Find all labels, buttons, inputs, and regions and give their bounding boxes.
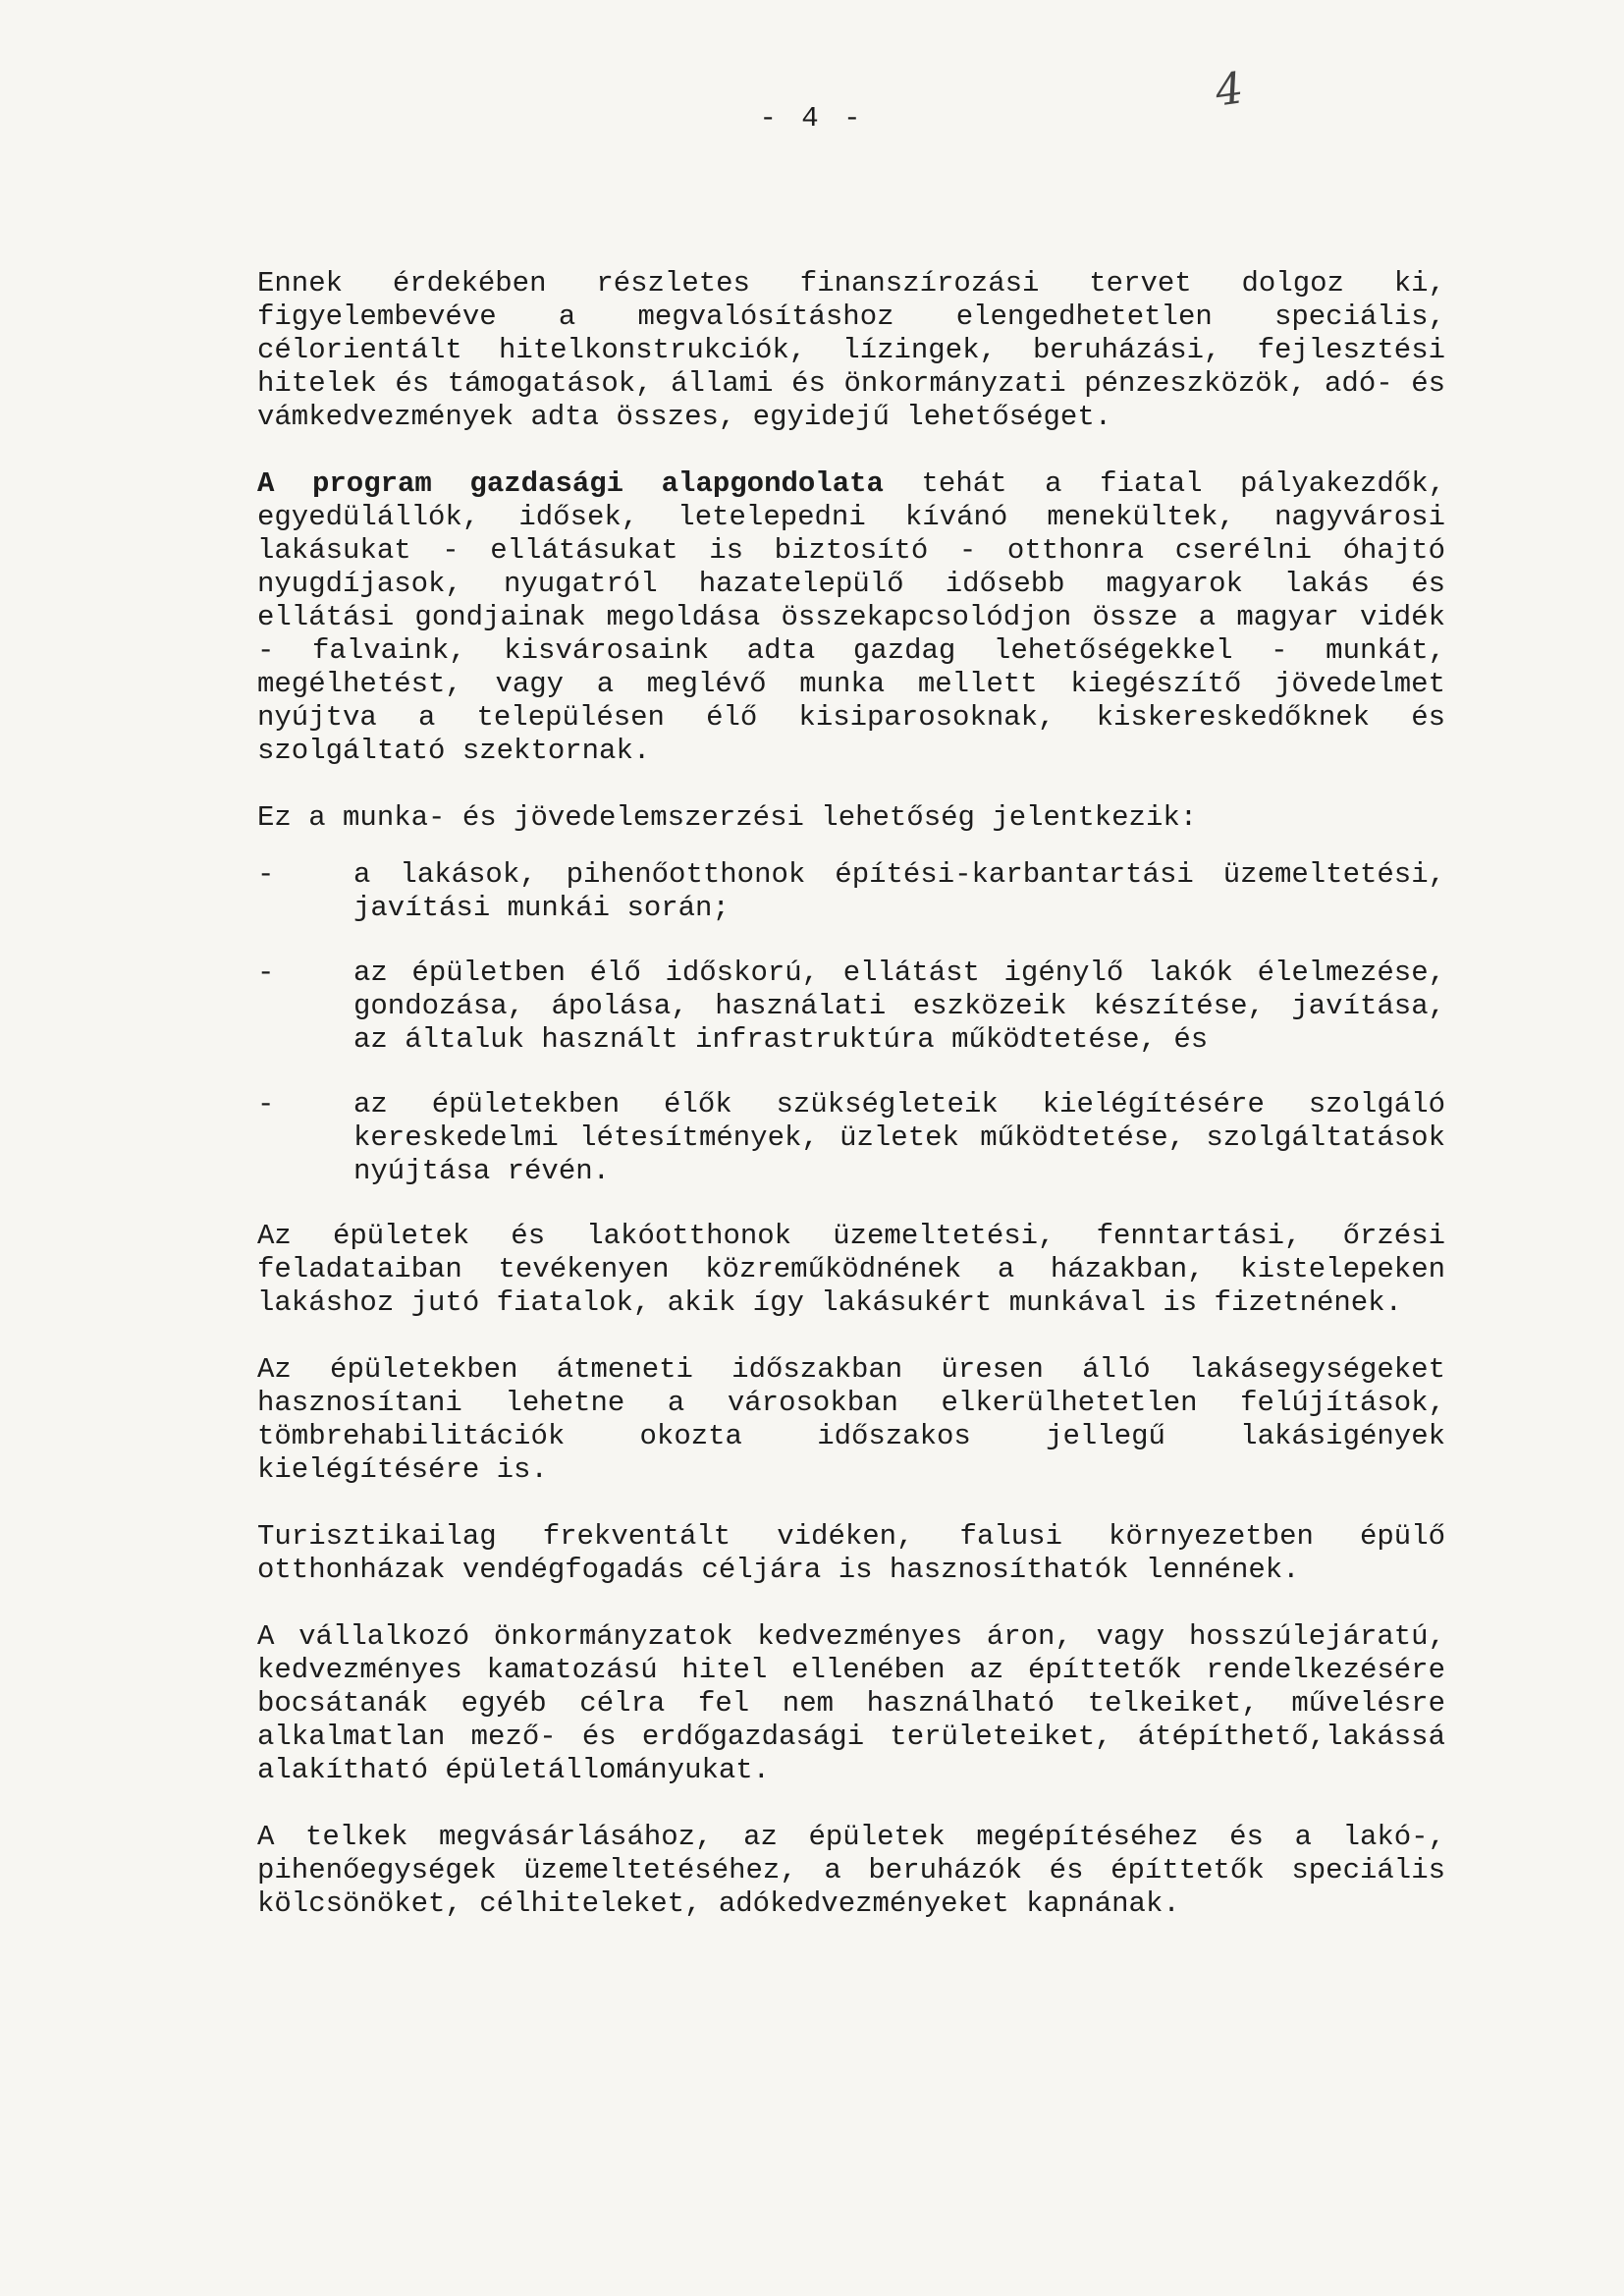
page-number: - 4 - — [759, 102, 865, 135]
paragraph-income-intro: Ez a munka- és jövedelemszerzési lehetőség jelentkezik: — [257, 801, 1198, 834]
bullet-dash: - — [257, 858, 275, 891]
paragraph-tourism: Turisztikailag frekventált vidéken, falusi környezetben épülő otthonházak vendégfogadás céljára is hasznosíthatók lennének. — [257, 1520, 1445, 1586]
program-concept-text: tehát a fiatal pályakezdők, egyedülállók, idősek, letelepedni kívánó menekültek, nagyvárosi lakásukat - ellátásukat is biztosító - otthonra cserélni óhajtó nyugdíjasok, nyugatról hazatelepülő idősebb magyarok lakás és ellátási gondjainak megoldása összekapcsolódjon össze a magyar vidék - falvaink, kisvárosaink adta gazdag lehetőségekkel - munkát, megélhetést, vagy a meglévő munka mellett kiegészítő jövedelmet nyújtva a településen élő kisiparosoknak, kiskereskedőknek és szolgáltató szektornak. — [257, 467, 1445, 767]
list-item — [257, 858, 1445, 925]
paragraph-municipalities: A vállalkozó önkormányzatok kedvezményes áron, vagy hosszúlejáratú, kedvezményes kamatozású hitel ellenében az építtetők rendelkezésére bocsátanák egyéb célra fel nem használható telkeiket, művelésre alkalmatlan mező- és erdőgazdasági területeiket, átépíthető,lakássá alakítható épületállományukat. — [257, 1620, 1445, 1786]
list-item — [257, 957, 1445, 1057]
list-item-text: az épületben élő időskorú, ellátást igénylő lakók élelmezése, gondozása, ápolása, használati eszközeik készítése, javítása, az általuk használt infrastruktúra működtetése, és — [353, 957, 1445, 1056]
document-body — [257, 267, 1445, 1954]
handwritten-note: 4 — [1212, 63, 1247, 117]
list-item — [257, 1088, 1445, 1188]
program-concept-lead: A program gazdasági alapgondolata — [257, 467, 884, 500]
paragraph-financing-plan: Ennek érdekében részletes finanszírozási tervet dolgoz ki, figyelembevéve a megvalósításhoz elengedhetetlen speciális, célorientált hitelkonstrukciók, lízingek, beruházási, fejlesztési hitelek és támogatások, állami és önkormányzati pénzeszközök, adó- és vámkedvezmények adta összes, egyidejű lehetőséget. — [257, 267, 1445, 433]
paragraph-operation-tasks: Az épületek és lakóotthonok üzemeltetési, fenntartási, őrzési feladataiban tevékenyen közreműködnének a házakban, kistelepeken lakáshoz jutó fiatalok, akik így lakásukért munkával is fizetnének. — [257, 1220, 1445, 1319]
paragraph-loans: A telkek megvásárlásához, az épületek megépítéséhez és a lakó-, pihenőegységek üzemeltetéséhez, a beruházók és építtetők speciális kölcsönöket, célhiteleket, adókedvezményeket kapnának. — [257, 1821, 1445, 1920]
list-item-text: a lakások, pihenőotthonok építési-karbantartási üzemeltetési, javítási munkái során; — [353, 858, 1445, 924]
bullet-dash: - — [257, 957, 275, 989]
bullet-dash: - — [257, 1088, 275, 1121]
paragraph-temporary-use: Az épületekben átmeneti időszakban üresen álló lakásegységeket hasznosítani lehetne a városokban elkerülhetetlen felújítások, tömbrehabilitációk okozta időszakos jellegű lakásigények kielégítésére is. — [257, 1353, 1445, 1486]
paragraph-program-concept — [257, 467, 1445, 768]
list-item-text: az épületekben élők szükségleteik kielégítésére szolgáló kereskedelmi létesítmények, üzletek működtetése, szolgáltatások nyújtása révén. — [353, 1088, 1445, 1187]
